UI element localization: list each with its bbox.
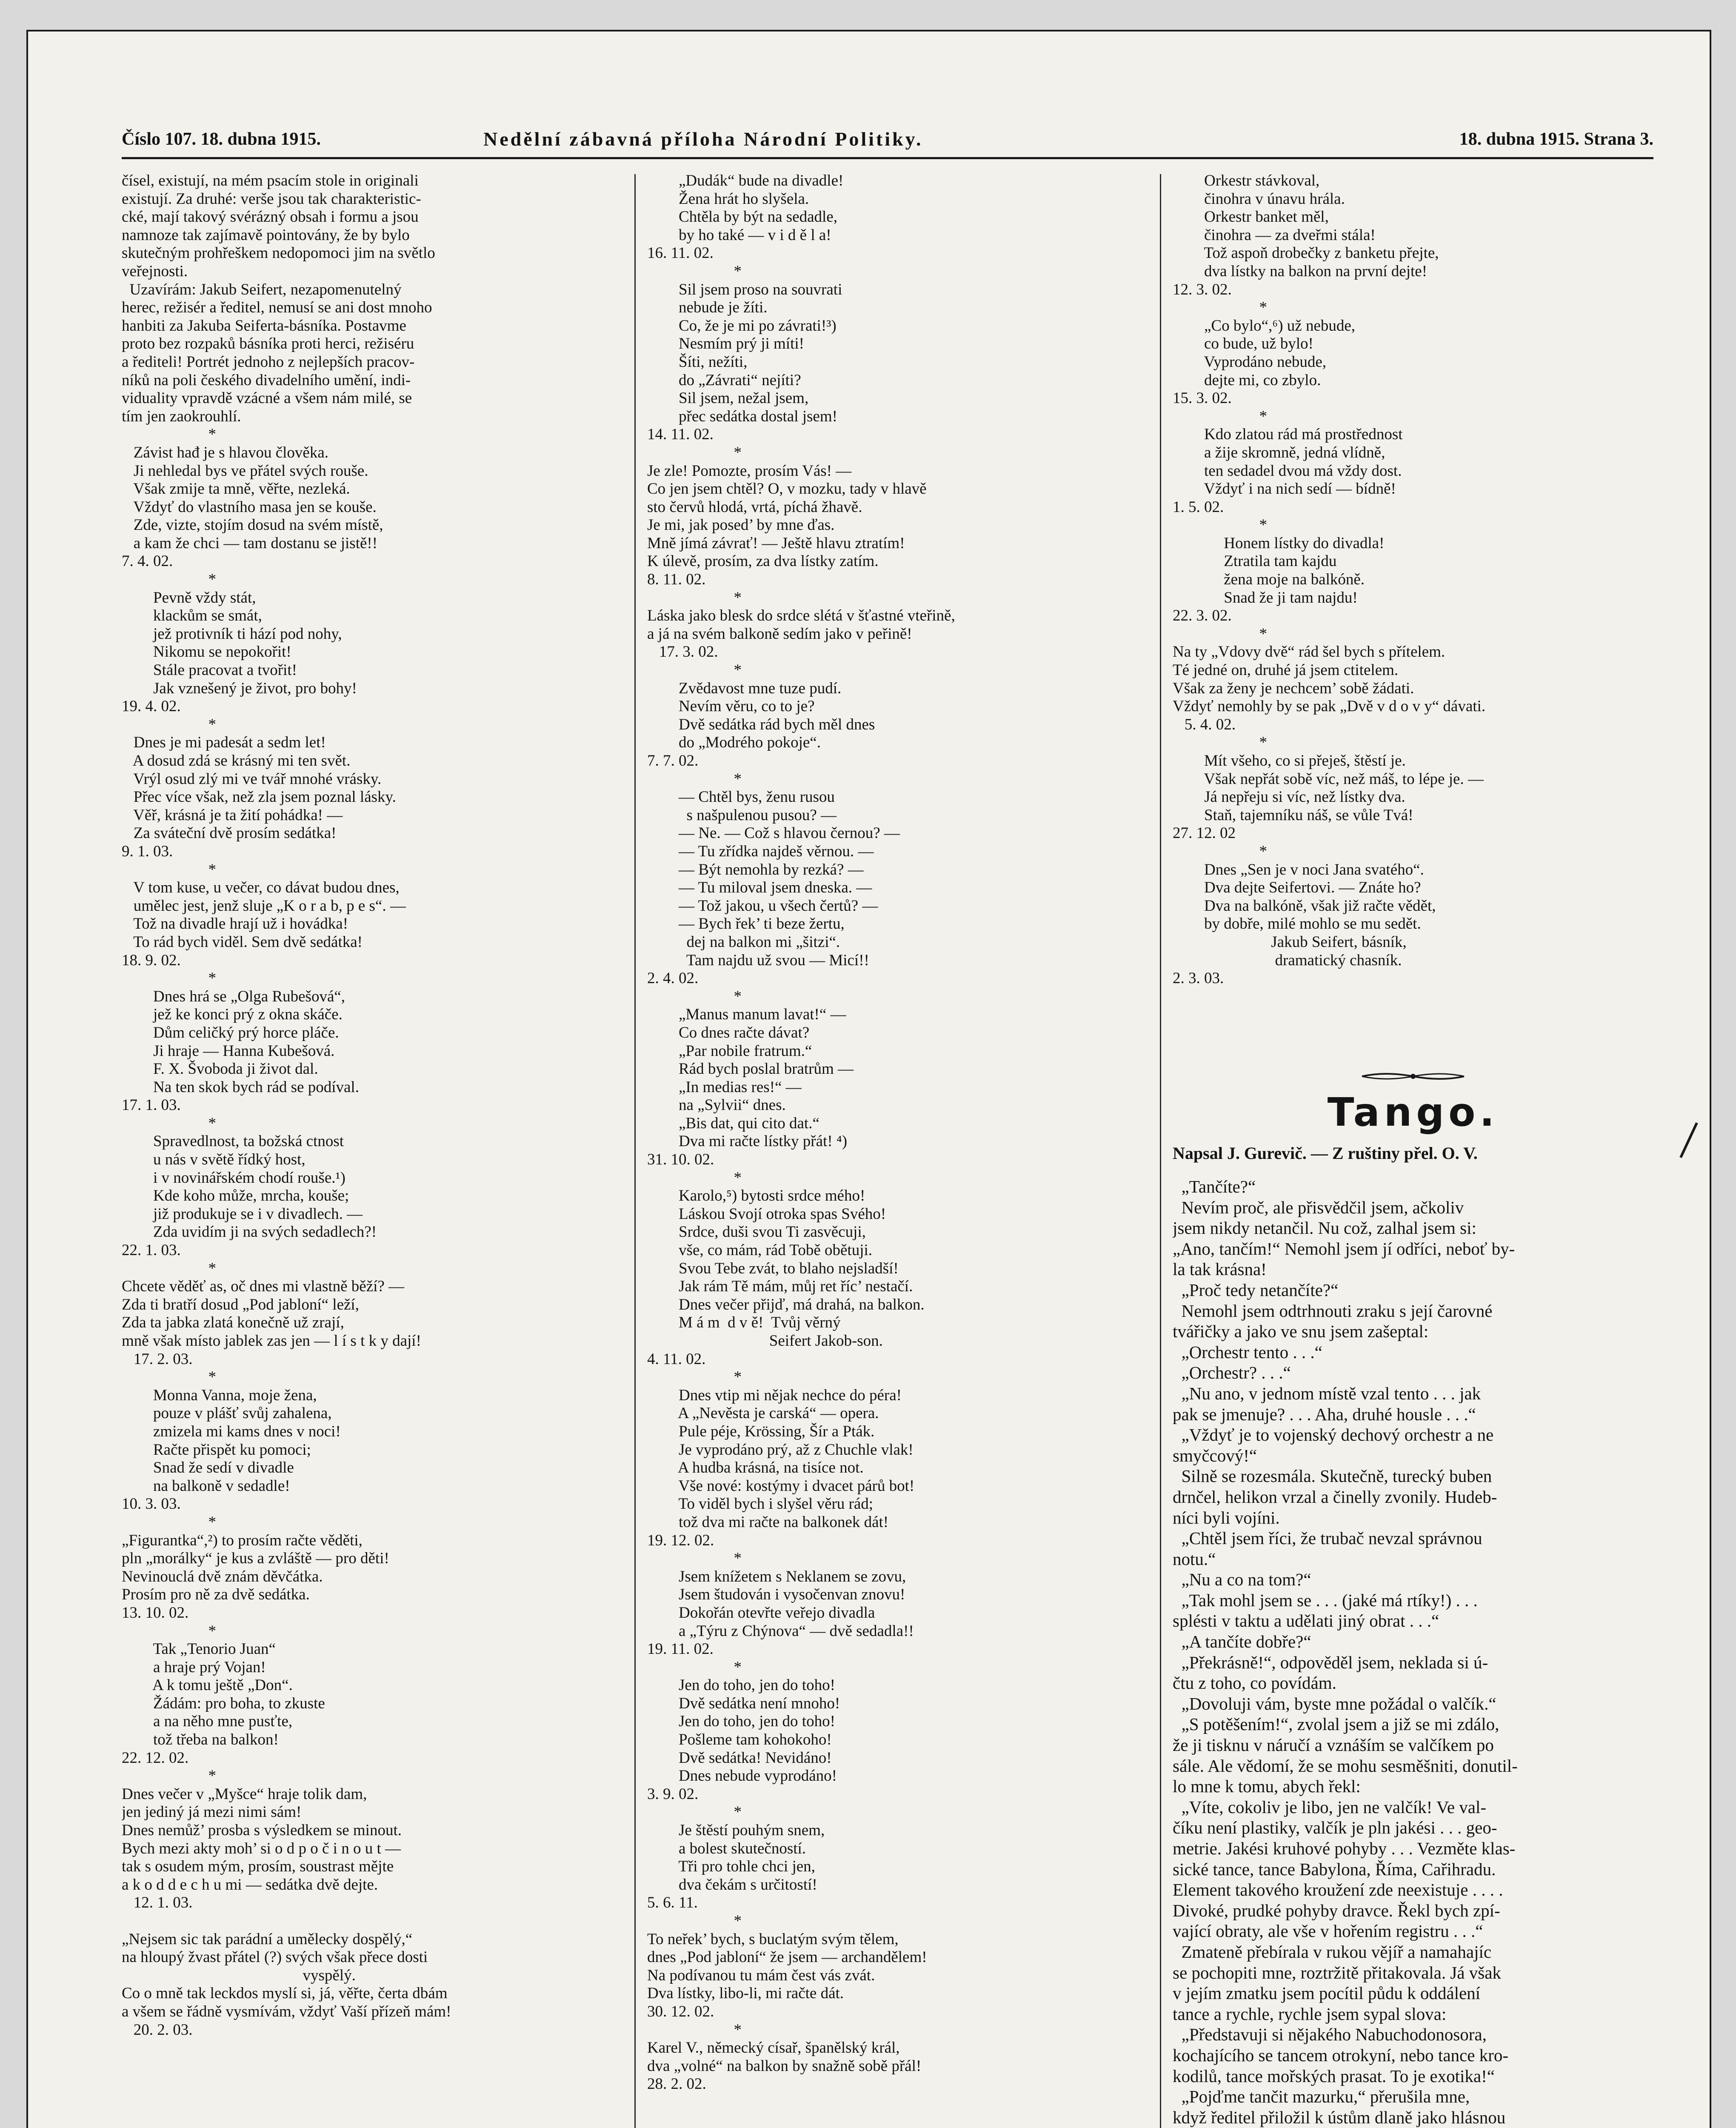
column-2-text: „Dudák“ bude na divadle! Žena hrát ho slyšela. Chtěla by být na sedadle, by ho také — v i d ě l a! 16. 11. 02. * Sil jsem proso na souvrati nebude je žíti. Co, že je mi po závrati!³) Nesmím prý ji míti! Šíti, nežíti, do „Závrati“ nejíti? Sil jsem, nežal jsem, přec sedátka dostal jsem! 14. 11. 02. * Je zle! Pomozte, prosím Vás! — Co jen jsem chtěl? O, v mozku, tady v hlavě sto červů hlodá, vrtá, píchá žhavě. Je mi, jak posed’ by mne ďas. Mně jímá závrať! — Ještě hlavu ztratím! K úlevě, prosím, za dva lístky zatím. 8. 11. 02. * Láska jako blesk do srdce slétá v šťastné vteřině, a já na svém balkoně sedím jako v peřině! 17. 3. 02. * Zvědavost mne tuze pudí. Nevím věru, co to je? Dvě sedátka rád bych měl dnes do „Modrého pokoje“. 7. 7. 02. * — Chtěl bys, ženu rusou s našpulenou pusou? — — Ne. — Což s hlavou černou? — — Tu zřídka najdeš věrnou. — — Být nemohla by rezká? — — Tu miloval jsem dneska. — — Tož jakou, u všech čertů? — — Bych řek’ ti beze žertu, dej na balkon mi „šitzi“. Tam najdu už svou — Micí!! 2. 4. 02. * „Manus manum lavat!“ — Co dnes račte dávat? „Par nobile fratrum.“ Rád bych poslal bratrům — „In medias res!“ — na „Sylvii“ dnes. „Bis dat, qui cito dat.“ Dva mi račte lístky přát! ⁴) 31. 10. 02. * Karolo,⁵) bytosti srdce mého! Láskou Svojí otroka spas Svého! Srdce, duši svou Ti zasvěcuji, vše, co mám, rád Tobě obětuji. Svou Tebe zvát, to blaho nejsladší! Jak rám Tě mám, můj ret říc’ nestačí. Dnes večer přijď, má drahá, na balkon. M á m d v ě! Tvůj věrný Seifert Jakob-son. 4. 11. 02. * Dnes vtip mi nějak nechce do péra! A „Nevěsta je carská“ — opera. Pule péje, Krössing, Šír a Pták. Je vyprodáno prý, až z Chuchle vlak! A hudba krásná, na tisíce not. Vše nové: kostýmy i dvacet párů bot! To viděl bych i slyšel věru rád; tož dva mi račte na balkonek dát! 19. 12. 02. * Jsem knížetem s Neklanem se zovu, Jsem študován i vysočenvan znovu! Dokořán otevřte veřejo divadla a „Týru z Chýnova“ — dvě sedadla!! 19. 11. 02. * Jen do toho, jen do toho! Dvě sedátka není mnoho! Jen do toho, jen do toho! Pošleme tam kohokoho! Dvě sedátka! Nevidáno! Dnes nebude vyprodáno! 3. 9. 02. * Je štěstí pouhým snem, a bolest skutečností. Tři pro tohle chci jen, dva čekám s určitostí! 5. 6. 11. * To neřek’ bych, s buclatým svým tělem, dnes „Pod jabloní“ že jsem — archandělem! Na podívanou tu mám čest vás zvát. Dva lístky, libo-li, mi račte dát. 30. 12. 02. * Karel V., německý císař, španělský král, dva „volné“ na balkon by snažně sobě přál! 28. 2. 02. xyxy=(647,172,955,2093)
column-1-text: čísel, existují, na mém psacím stole in originali existují. Za druhé: verše jsou tak charakteristic- cké, mají takový svérázný obsah i formu a jsou namnoze tak zajímavě pointovány, že by bylo skutečným prohřeškem nedopomoci jim na světlo veřejnosti. Uzavírám: Jakub Seifert, nezapomenutelný herec, režisér a ředitel, nemusí se ani dost mnoho hanbiti za Jakuba Seiferta-básníka. Postavme proto bez rozpaků básníka proti herci, režiséru a řediteli! Portrét jednoho z nejlepších pracov- níků na poli českého divadelního umění, indi- viduality vpravdě vzácné a všem nám milé, se tím jen zaokrouhlí. * Závist hađ je s hlavou člověka. Ji nehledal bys ve přátel svých rouše. Však zmije ta mně, věřte, nezleká. Vždyť do vlastního masa jen se kouše. Zde, vizte, stojím dosud na svém místě, a kam že chci — tam dostanu se jistě!! 7. 4. 02. * Pevně vždy stát, klackům se smát, jež protivník ti hází pod nohy, Nikomu se nepokořit! Stále pracovat a tvořit! Jak vznešený je život, pro bohy! 19. 4. 02. * Dnes je mi padesát a sedm let! A dosud zdá se krásný mi ten svět. Vrýl osud zlý mi ve tvář mnohé vrásky. Přec více však, než zla jsem poznal lásky. Věř, krásná je ta žití pohádka! — Za sváteční dvě prosím sedátka! 9. 1. 03. * V tom kuse, u večer, co dávat budou dnes, umělec jest, jenž sluje „K o r a b, p e s“. — Tož na divadle hrají už i hovádka! To rád bych viděl. Sem dvě sedátka! 18. 9. 02. * Dnes hrá se „Olga Rubešová“, jež ke konci prý z okna skáče. Dům celičký prý horce pláče. Ji hraje — Hanna Kubešová. F. X. Švoboda ji život dal. Na ten skok bych rád se podíval. 17. 1. 03. * Spravedlnost, ta božská ctnost u nás v světě řídký host, i v novinářském chodí rouše.¹) Kde koho může, mrcha, kouše; již produkuje se i v divadlech. — Zda uvidím ji na svých sedadlech?! 22. 1. 03. * Chcete věděť as, oč dnes mi vlastně běží? — Zda ti bratří dosud „Pod jabloní“ leží, Zda ta jabka zlatá konečně už zrají, mně však místo jablek zas jen — l í s t k y dají! 17. 2. 03. * Monna Vanna, moje žena, pouze v plášť svůj zahalena, zmizela mi kams dnes v noci! Račte přispět ku pomoci; Snad že sedí v divadle na balkoně v sedadle! 10. 3. 03. * „Figurantka“,²) to prosím račte věděti, pln „morálky“ je kus a zvláště — pro děti! Nevinouclá dvě znám děvčátka. Prosím pro ně za dvě sedátka. 13. 10. 02. * Tak „Tenorio Juan“ a hraje prý Vojan! A k tomu ještě „Don“. Žádám: pro boha, to zkuste a na něho mne pusťte, tož třeba na balkon! 22. 12. 02. * Dnes večer v „Myšce“ hraje tolik dam, jen jediný já mezi nimi sám! Dnes nemůž’ prosba s výsledkem se minout. Bych mezi akty moh’ si o d p o č i n o u t — tak s osudem mým, prosím, soustrast mějte a k o d d e c h u mi — sedátka dvě dejte. 12. 1. 03. „Nejsem sic tak parádní a umělecky dospělý,“ na hloupý žvast přátel (?) svých však přece dosti vyspělý. Co o mně tak leckdos myslí si, já, věřte, čerta dbám a všem se řádně vysmívám, vždyť Vaší přízeň mám! 20. 2. 03. xyxy=(122,172,451,2039)
column-divider xyxy=(1160,174,1161,2128)
print-smudge xyxy=(1679,1122,1698,1158)
article-body: „Tančíte?“ Nevím proč, ale přisvědčil jsem, ačkoliv jsem nikdy netančil. Nu což, zalhal jsem si: „Ano, tančím!“ Nemohl jsem jí odříci, neboť by- la tak krásna! „Proč tedy netančíte?“ Nemohl jsem odtrhnouti zraku s její čarovné tvářičky a jako ve snu jsem zašeptal: „Orchestr tento . . .“ „Orchestr? . . .“ „Nu ano, v jednom místě vzal tento . . . jak pak se jmenuje? . . . Aha, druhé housle . . .“ „Vždyť je to vojenský dechový orchestr a ne smyčcový!“ Silně se rozesmála. Skutečně, turecký buben drnčel, helikon vrzal a činelly zvonily. Hudeb- níci byli vojíni. „Chtěl jsem říci, že trubač nevzal správnou notu.“ „Nu a co na tom?“ „Tak mohl jsem se . . . (jaké má rtíky!) . . . splésti v taktu a udělati jiný obrat . . .“ „A tančíte dobře?“ „Překrásně!“, odpověděl jsem, neklada si ú- čtu z toho, co povídám. „Dovoluji vám, byste mne požádal o valčík.“ „S potěšením!“, zvolal jsem a již se mi zdálo, že ji tisknu v náručí a vznáším se valčíkem po sále. Ale vědomí, že se mohu sesměšniti, donutil- lo mne k tomu, abych řekl: „Víte, cokoliv je libo, jen ne valčík! Ve val- číku není plastiky, valčík je pln jakési . . . geo- metrie. Jakési kruhové pohyby . . . Vezměte klas- sické tance, tance Babylona, Říma, Cařihradu. Element takového kroužení zde neexistuje . . . . Divoké, prudké pohyby dravce. Řekl bych zpí- vající obraty, ale vše v hořením registru . . .“ Zmateně přebírala v rukou vějíř a namahajíc se pochopiti mne, roztržitě přitakovala. Já však v jejím zmatku jsem pocítil půdu k oddálení tance a rychle, rychle jsem sypal slova: „Představuji si nějakého Nabuchodonosora, kochajícího se tancem otrokyní, nebo tance kro- kodilů, tance mořských prasat. To je exotika!“ „Pojďme tančit mazurku,“ přerušila mne, když ředitel přiložil k ústům dlaně jako hlásnou xyxy=(1173,1177,1518,2127)
ornament-divider xyxy=(1360,1070,1466,1083)
publication-title: Nedělní zábavná příloha Národní Politiky. xyxy=(483,128,923,150)
page-date-number: 18. dubna 1915. Strana 3. xyxy=(1459,129,1653,149)
page-header xyxy=(122,125,1653,159)
article-title: Tango. xyxy=(1327,1090,1499,1135)
newspaper-page xyxy=(26,30,1711,2128)
article-byline: Napsal J. Gurevič. — Z ruštiny přel. O. V. xyxy=(1173,1144,1478,1163)
article-heading xyxy=(1173,1070,1653,1164)
issue-number-date: Číslo 107. 18. dubna 1915. xyxy=(122,129,321,149)
column-divider xyxy=(634,174,636,2128)
column-3-text: Orkestr stávkoval, činohra v únavu hrála. Orkestr banket měl, činohra — za dveřmi stála! Tož aspoň drobečky z banketu přejte, dva lístky na balkon na první dejte! 12. 3. 02. * „Co bylo“,⁶) už nebude, co bude, už bylo! Vyprodáno nebude, dejte mi, co zbylo. 15. 3. 02. * Kdo zlatou rád má prostřednost a žije skromně, jedná vlídně, ten sedadel dvou má vždy dost. Vždyť i na nich sedí — bídně! 1. 5. 02. * Honem lístky do divadla! Ztratila tam kajdu žena moje na balkóně. Snad že ji tam najdu! 22. 3. 02. * Na ty „Vdovy dvě“ rád šel bych s přítelem. Té jedné on, druhé já jsem ctitelem. Však za ženy je nechcem’ sobě žádati. Vždyť nemohly by se pak „Dvě v d o v y“ dávati. 5. 4. 02. * Mít všeho, co si přeješ, štěstí je. Však nepřát sobě víc, než máš, to lépe je. — Já nepřeju si víc, než lístky dva. Staň, tajemníku náš, se vůle Tvá! 27. 12. 02 * Dnes „Sen je v noci Jana svatého“. Dva dejte Seifertovi. — Znáte ho? Dva na balkóně, však již račte vědět, by dobře, milé mohlo se mu sedět. Jakub Seifert, básník, dramatický chasník. 2. 3. 03. xyxy=(1173,172,1486,987)
